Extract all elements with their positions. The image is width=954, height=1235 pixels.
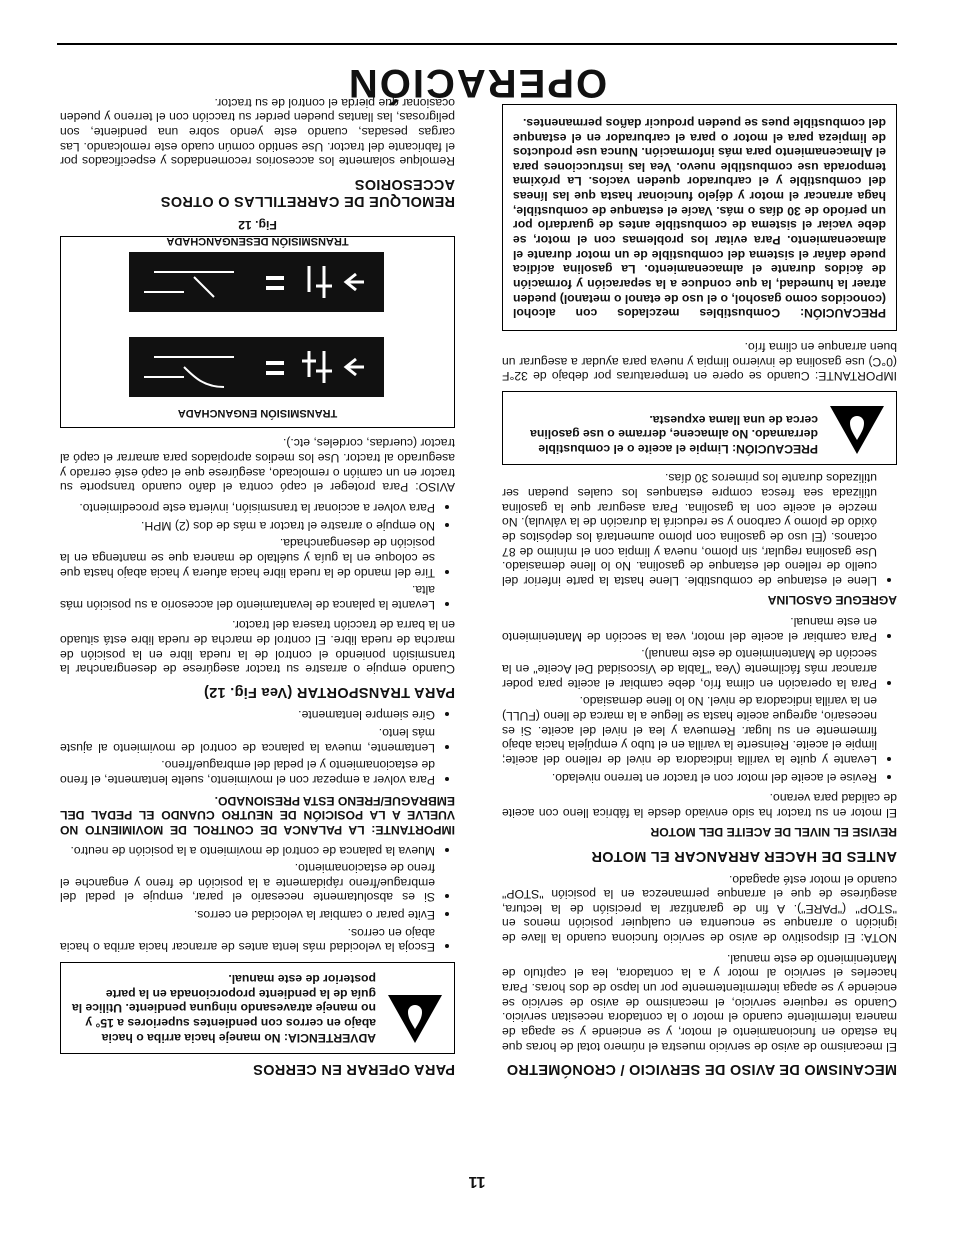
list-item: • Mueva la palanca de control de movimiento a la posición de neutro. (60, 843, 435, 858)
heading-towing: REMOLQUE DE CARRETILLAS O OTROS ACCESORIOS (160, 175, 455, 210)
service-paragraph: El mecanismo de aviso de servicio muestra el número total de horas que ha estado en funcionamiento el motor, y se enciende y se apaga de manera intermitente cuando el motor o la contadora necesitan servicio. Cuando se requiere servicio, el mecanismo de aviso de servicio se enciende y se apaga intermitentemente por un lapso de dos horas. Para hacerles el servicio al motor y a la contadora, lea el capítulo de Mantenimiento de este manual. (502, 951, 897, 1054)
page-number: 11 (468, 1173, 486, 1190)
hills-list-2 (60, 708, 455, 787)
warning-hills (60, 962, 455, 1053)
list-item: • Para cambiar el aceite del motor, vea la sección de Mantenimiento en este manual. (502, 615, 877, 644)
figure-number: Fig. 12 (238, 217, 277, 232)
heading-before-start: ANTES DE HACER ARRANCAR EL MOTOR (591, 847, 897, 864)
fig-caption-engaged: TRANSMISIÓN ENGANCHADA (177, 406, 338, 419)
list-item: • Para la operación en clima frío, debe cambiar el aceite para poder arrancar más fácilmente (Vea "Tabla de Viscosidad Del Aceite" en la sección de Mantenimiento de este manual). (502, 647, 877, 691)
page-title: OPERACIÓN (346, 61, 608, 105)
list-item: • Gire siempre lentamente. (60, 708, 435, 723)
subheading-fuel: AGREGUE GASOLINA (767, 592, 897, 607)
list-item: • Para volver a accionar la transmisión, invierta este procedimiento. (60, 500, 435, 515)
transmission-disengaged-illustration (129, 252, 384, 312)
list-item: • Revise el aceite del motor con el tractor en terreno nivelado. (502, 770, 877, 785)
list-item: • Si es absolutamente necesario el parar, empuje el pedal del embrague/freno rápidamente a la posición de freno y enganche el freno de estacionamiento. (60, 861, 435, 905)
list-item: • No empuje o arrastre el tractor a más de dos (2) MPH. (60, 518, 435, 533)
list-item: • Evite parar o cambiar la velocidad en cerros. (60, 907, 435, 922)
oil-list (502, 615, 897, 785)
transmission-engaged-illustration (129, 337, 384, 397)
column-left (60, 89, 455, 1085)
list-item: • Lentamente, mueva la palanca de control de movimiento al ajuste más lento. (60, 725, 435, 754)
hills-list (60, 843, 455, 954)
warning-icon (386, 989, 444, 1045)
transport-paragraph: Cuando empuje o arrastre su tractor asegúrese de desengranchar la transmisión poniendo el control de la rueda libre en la posición de marcha de rueda libre. El control de marcha de rueda libre está situado en la barra de tracción trasera del tractor. (60, 618, 455, 677)
service-nota: NOTA: El dispositivo de aviso de servicio funciona cuando la llave de ignición o arranque se encuentra en cualquier posición menos en "STOP" ("PARE"). A fin de garantizar la precisión de la lectura, asegúrese de que el arranque permanezca en la posición "STOP" cuando el motor esté apagado. (502, 872, 897, 946)
column-right (502, 96, 897, 1085)
towing-paragraph: Remolque solamente los accesorios recomendados y especificados por el fabricante del tractor. Use sentido común cuado este remolcando. Las cargas pesadas, cuando este yendo sobre una pendiente, son peligrosas, las llantas pueden perder su tracción con el terreno y pueden ocasionar que pierda el control de su tractor. (60, 95, 455, 169)
transport-list (60, 500, 455, 611)
heading-service-meter: MECANISMO DE AVISO DE SERVICIO / CRONÓMETRO (506, 1061, 897, 1077)
warning-hills-text: ADVERTENCIA: No maneje hacia arriba o hacia abajo en cerros con pendientes superiores a 15° y no maneje atravesando ninguna pendiente. Utilice la guía de la pendiente proporcionada en la parte posterior de este manual. (71, 972, 376, 1045)
list-item: • Escoja la velocidad más lenta antes de arrancar hacia arriba o hacia abajo en cerros. (60, 925, 435, 954)
important-hills: IMPORTANTE: LA PALANCA DE CONTROL DE MOVIMIENTO NO VUELVE A LA POSICIÓN DE NEUTRO CUANDO EL PEDAL DEL EMBRAGUE/FRENO ESTA PRESIONADO. (60, 793, 455, 837)
oil-paragraph: El motor en su tractor ha sido enviado desde la fábrica lleno con aceite de calidad para verano. (502, 791, 897, 820)
title-rule (57, 43, 897, 45)
fig-caption-disengaged: TRANSMISIÓN DESENGANCHADA (166, 234, 349, 247)
aviso-paragraph: AVISO: Para proteger el capó contra el daño cuando transporte su tractor en un camión o remolcado, asegúrese que el capó esté cerrado y asegurado al tractor. Use los medios apropiados para amarrar el capó al tractor (cuerdas, cordeles, etc.). (60, 436, 455, 495)
list-item: • Levante la palanca de levantamiento del accesorio a su posición más alta. (60, 583, 435, 612)
heading-transport: PARA TRANSPORTAR (Vea Fig. 12) (203, 683, 455, 700)
heading-hills: PARA OPERAR EN CERROS (252, 1061, 455, 1077)
subheading-oil: REVISE EL NIVEL DE ACEITE DEL MOTOR (650, 824, 897, 839)
figure-12 (60, 236, 455, 428)
list-item: • Levante y quite la varilla indicadora de nivel de relleno del aceite; limpie el aceite. Reinserte la varilla en el tubo y empújela hacia abajo firmemente en su lugar. Remueva y lea el nivel del aceite. Si es necesario, agregue aceite hasta se llegue a la marca de lleno (FULL) en la varilla indicadora de nivel. No lo llene demasiado. (502, 694, 877, 767)
list-item: • Llene el estanque de combustible. Llene hasta la parte inferior del cuello de relleno del estanque de gasolina. No lo llene demasiado. Use gasolina regular, sin plomo, nueva y limpia con el mínimo de 87 octanos. (El uso de gasolina con plomo aumentará los depósitos de óxido de plomo y carbono y se reducirá la duración de la válvula). No mezcle el aceite con la gasolina. Para asegurar que la gasolina utilizada sea fresca compre estanques los cuales puedan ser utilizados durante los primeros 30 días. (502, 471, 877, 588)
list-item: • Tire del mando de la rueda libre hacia afuera y hacia abajo hasta que se coloque en la guía y suéltalo de manera que se mantenga en la posición de desenganchada. (60, 536, 435, 580)
fuel-list (502, 471, 897, 588)
caution-fuel (502, 391, 897, 465)
list-item: • Para volver a empezar con el movimiento, suelte lentamente, el freno de estacionamiento y el pedal del embrague/freno. (60, 758, 435, 787)
caution-fuel-text: PRECAUCIÓN: Limpie el aceite o el combustible derramado. No almacene, derrame o use gasolina cerca de una llama expuesta. (530, 412, 818, 456)
caution-alcohol: PRECAUCIÓN: Combustibles mezclados con alcohol (conocidos como gasohol, o el uso de etanol o metanol) pueden atraer la humedad, la que conduce a la separación y formación de ácidos durante el almacenamiento. La gasolina acídica puede dañar el sistema del combustible de un motor durante el almacenamiento. Para evitar los problemas con el motor, se debe vaciar el sistema de combustible antes de guardarlo por un período de 30 días o más. Vacíe el estanque de combustible, haga arrancar el motor y déjelo funcionar hasta que las líneas del combustible y el carburador queden vacíos. La próxima temporada use combustible nuevo. Vea las instrucciones para el Almacenamiento para más información. Nunca use productos de limpieza para el motor o para el carburador en el estanque del combustible pues se pueden producir daños permanentes. (502, 104, 897, 331)
important-fuel: IMPORTANTE: Cuando se opere en temperaturas por debajo de 32°F (0°C) use gasolina de invierno limpia y nueva para ayudar a asegurar un buen arranque en clima frío. (502, 339, 897, 384)
warning-icon (828, 400, 886, 456)
